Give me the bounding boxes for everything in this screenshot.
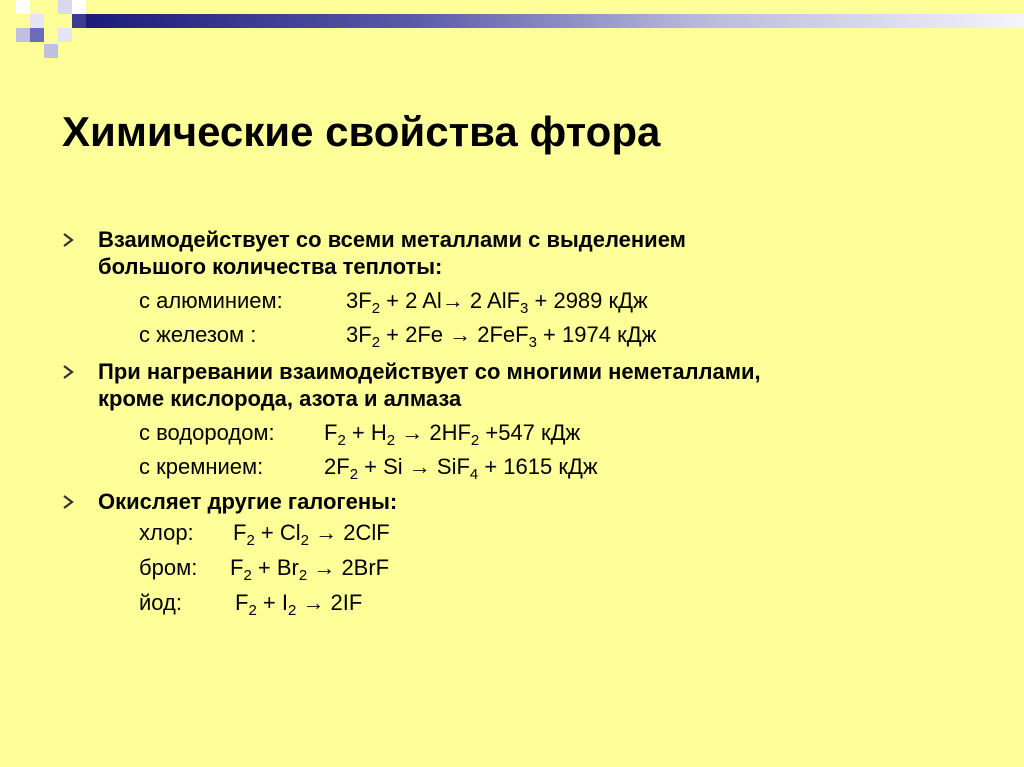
subscript: 2 — [300, 532, 309, 549]
formula-part: + I — [256, 590, 288, 615]
reaction-line — [139, 588, 362, 618]
formula-part: → 2ClF — [309, 520, 390, 545]
subscript: 2 — [371, 334, 381, 351]
reaction-line — [139, 320, 656, 350]
reaction-line — [139, 452, 598, 482]
formula-part: F — [230, 555, 244, 580]
reaction-label: с водородом: — [139, 420, 275, 445]
formula-part: + 2 Al→ 2 AlF — [380, 288, 521, 313]
subscript: 2 — [386, 432, 396, 449]
arrow-bullet-icon — [62, 364, 76, 380]
reaction-line — [139, 286, 648, 316]
formula-part: + 1974 кДж — [536, 322, 657, 347]
reaction-line — [139, 518, 390, 548]
bullet-text — [98, 226, 686, 280]
reaction-line — [139, 553, 389, 583]
reaction-label: бром: — [139, 555, 198, 580]
formula-part: → 2BrF — [307, 555, 390, 580]
subscript: 4 — [469, 466, 479, 483]
formula-part: F — [233, 520, 247, 545]
reaction-label: с железом : — [139, 322, 257, 347]
reaction-label: с алюминием: — [139, 288, 283, 313]
subscript: 2 — [298, 567, 308, 584]
formula-part: + Cl — [254, 520, 301, 545]
formula-part: F — [235, 590, 249, 615]
subscript: 2 — [337, 432, 346, 449]
reaction-label: с кремнием: — [139, 454, 264, 479]
formula-part: +547 кДж — [479, 420, 581, 445]
bullet-line: кроме кислорода, азота и алмаза — [98, 386, 462, 411]
formula-part: → 2IF — [296, 590, 363, 615]
formula-part: + 2989 кДж — [528, 288, 648, 313]
subscript: 2 — [349, 466, 359, 483]
arrow-bullet-icon — [62, 494, 76, 510]
formula-part: + H — [345, 420, 387, 445]
subscript: 2 — [470, 432, 480, 449]
bullet-text — [98, 488, 397, 515]
subscript: 3 — [528, 334, 537, 351]
subscript: 2 — [243, 567, 252, 584]
reaction-label: хлор: — [139, 520, 194, 545]
formula-part: + Br — [251, 555, 299, 580]
formula-part: + Si → SiF — [358, 454, 470, 479]
formula-part: + 2Fe → 2FeF — [380, 322, 529, 347]
bullet-line: Окисляет другие галогены: — [98, 489, 398, 514]
bullet-text — [98, 358, 761, 412]
subscript: 2 — [248, 602, 257, 619]
reaction-label: йод: — [139, 590, 182, 615]
formula-part: 3F — [346, 288, 372, 313]
subscript: 2 — [246, 532, 255, 549]
bullet-line: большого количества теплоты: — [98, 254, 443, 279]
slide-title: Химические свойства фтора — [62, 108, 661, 155]
subscript: 2 — [287, 602, 297, 619]
formula-part: → 2HF — [395, 420, 471, 445]
formula-part: 2F — [324, 454, 350, 479]
reaction-line — [139, 418, 580, 448]
subscript: 3 — [520, 300, 529, 317]
formula-part: 3F — [346, 322, 372, 347]
bullet-line: Взаимодействует со всеми металлами с выделением — [98, 227, 686, 252]
formula-part: F — [324, 420, 338, 445]
arrow-bullet-icon — [62, 232, 76, 248]
formula-part: + 1615 кДж — [478, 454, 598, 479]
bullet-line: При нагревании взаимодействует со многими неметаллами, — [98, 359, 761, 384]
subscript: 2 — [371, 300, 381, 317]
